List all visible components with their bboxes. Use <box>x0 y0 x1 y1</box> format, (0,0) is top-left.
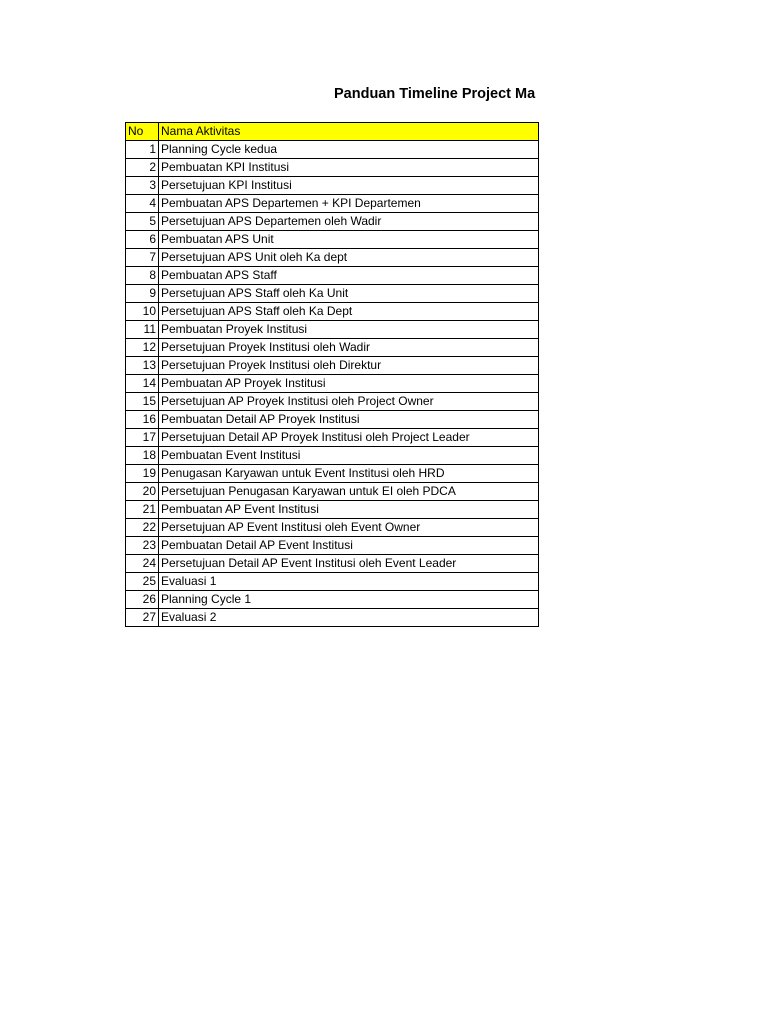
table-row <box>126 249 539 267</box>
table-row <box>126 429 539 447</box>
activity-name: Pembuatan Detail AP Proyek Institusi <box>159 411 539 429</box>
activity-name: Persetujuan AP Proyek Institusi oleh Project Owner <box>159 393 539 411</box>
activity-name: Pembuatan Proyek Institusi <box>159 321 539 339</box>
activity-name: Evaluasi 1 <box>159 573 539 591</box>
table-row <box>126 285 539 303</box>
row-number: 25 <box>126 573 159 591</box>
activity-name: Pembuatan APS Departemen + KPI Departemen <box>159 195 539 213</box>
activity-name: Evaluasi 2 <box>159 609 539 627</box>
table-row <box>126 357 539 375</box>
activity-name: Persetujuan APS Staff oleh Ka Dept <box>159 303 539 321</box>
activity-name: Pembuatan Event Institusi <box>159 447 539 465</box>
table-body <box>126 141 539 627</box>
table-row <box>126 159 539 177</box>
table-row <box>126 555 539 573</box>
table-row <box>126 375 539 393</box>
activity-name: Planning Cycle 1 <box>159 591 539 609</box>
row-number: 24 <box>126 555 159 573</box>
table-row <box>126 141 539 159</box>
row-number: 27 <box>126 609 159 627</box>
table-row <box>126 519 539 537</box>
row-number: 9 <box>126 285 159 303</box>
table-row <box>126 303 539 321</box>
table-row <box>126 267 539 285</box>
table-row <box>126 591 539 609</box>
activity-name: Pembuatan APS Staff <box>159 267 539 285</box>
activity-name: Planning Cycle kedua <box>159 141 539 159</box>
activity-name: Persetujuan Proyek Institusi oleh Wadir <box>159 339 539 357</box>
table-row <box>126 573 539 591</box>
row-number: 21 <box>126 501 159 519</box>
activity-table <box>125 122 539 627</box>
table-row <box>126 537 539 555</box>
activity-name: Persetujuan AP Event Institusi oleh Event Owner <box>159 519 539 537</box>
table-row <box>126 213 539 231</box>
activity-name: Pembuatan Detail AP Event Institusi <box>159 537 539 555</box>
activity-name: Persetujuan APS Unit oleh Ka dept <box>159 249 539 267</box>
row-number: 26 <box>126 591 159 609</box>
row-number: 10 <box>126 303 159 321</box>
row-number: 16 <box>126 411 159 429</box>
row-number: 20 <box>126 483 159 501</box>
row-number: 7 <box>126 249 159 267</box>
table-row <box>126 321 539 339</box>
activity-name: Persetujuan APS Staff oleh Ka Unit <box>159 285 539 303</box>
table-row <box>126 177 539 195</box>
activity-name: Persetujuan Penugasan Karyawan untuk EI oleh PDCA <box>159 483 539 501</box>
row-number: 15 <box>126 393 159 411</box>
row-number: 14 <box>126 375 159 393</box>
page-title: Panduan Timeline Project Ma <box>334 86 536 102</box>
table-row <box>126 339 539 357</box>
row-number: 6 <box>126 231 159 249</box>
row-number: 17 <box>126 429 159 447</box>
activity-name: Pembuatan AP Event Institusi <box>159 501 539 519</box>
activity-name: Persetujuan KPI Institusi <box>159 177 539 195</box>
row-number: 4 <box>126 195 159 213</box>
row-number: 2 <box>126 159 159 177</box>
table-header-row <box>126 123 539 141</box>
row-number: 1 <box>126 141 159 159</box>
row-number: 3 <box>126 177 159 195</box>
table-row <box>126 231 539 249</box>
table-row <box>126 393 539 411</box>
row-number: 5 <box>126 213 159 231</box>
column-header-no: No <box>126 123 159 141</box>
activity-name: Persetujuan Detail AP Event Institusi oleh Event Leader <box>159 555 539 573</box>
row-number: 23 <box>126 537 159 555</box>
table-row <box>126 465 539 483</box>
table-row <box>126 483 539 501</box>
activity-name: Persetujuan Proyek Institusi oleh Direktur <box>159 357 539 375</box>
row-number: 11 <box>126 321 159 339</box>
row-number: 12 <box>126 339 159 357</box>
table-row <box>126 447 539 465</box>
row-number: 19 <box>126 465 159 483</box>
table-row <box>126 195 539 213</box>
row-number: 18 <box>126 447 159 465</box>
table-row <box>126 609 539 627</box>
activity-name: Pembuatan AP Proyek Institusi <box>159 375 539 393</box>
table-row <box>126 411 539 429</box>
row-number: 8 <box>126 267 159 285</box>
row-number: 22 <box>126 519 159 537</box>
column-header-name: Nama Aktivitas <box>159 123 539 141</box>
activity-name: Pembuatan APS Unit <box>159 231 539 249</box>
activity-name: Penugasan Karyawan untuk Event Institusi oleh HRD <box>159 465 539 483</box>
activity-name: Persetujuan APS Departemen oleh Wadir <box>159 213 539 231</box>
activity-name: Persetujuan Detail AP Proyek Institusi oleh Project Leader <box>159 429 539 447</box>
row-number: 13 <box>126 357 159 375</box>
activity-name: Pembuatan KPI Institusi <box>159 159 539 177</box>
table-row <box>126 501 539 519</box>
